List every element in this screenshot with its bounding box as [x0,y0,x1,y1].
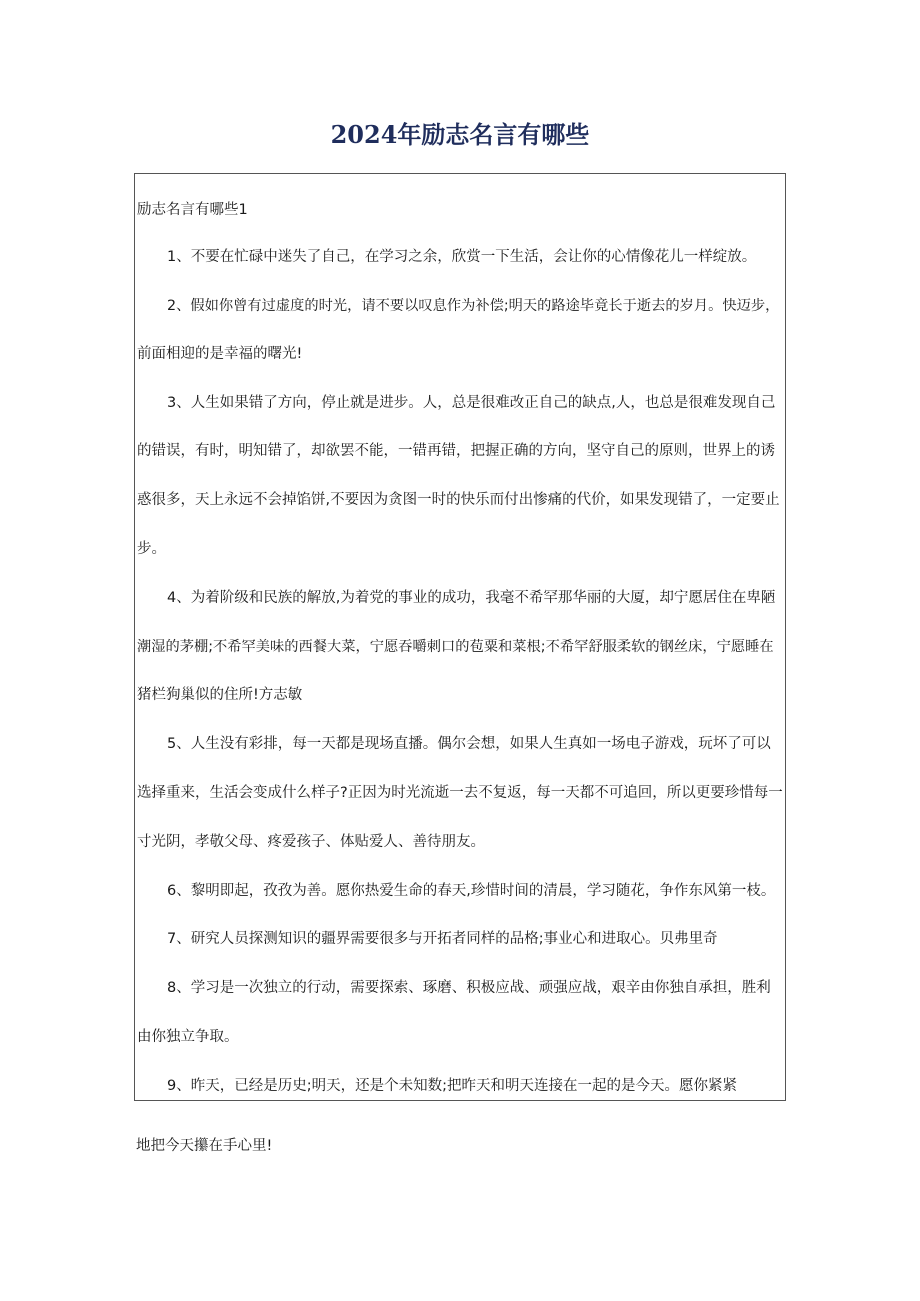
paragraph-line: 前面相迎的是幸福的曙光! [137,346,303,362]
paragraph-line: 的错误，有时，明知错了，却欲罢不能，一错再错，把握正确的方向，坚守自己的原则，世界上的诱 [137,443,775,459]
paragraph-line: 8、学习是一次独立的行动，需要探索、琢磨、积极应战、顽强应战，艰辛由你独自承担，胜利 [167,980,771,996]
paragraph-line: 寸光阴，孝敬父母、疼爱孩子、体贴爱人、善待朋友。 [137,834,485,850]
paragraph-line: 9、昨天，已经是历史;明天，还是个未知数;把昨天和明天连接在一起的是今天。愿你紧紧 [167,1078,737,1094]
document-title: 2024年励志名言有哪些 [330,120,590,149]
paragraph-line: 6、黎明即起，孜孜为善。愿你热爱生命的春天,珍惜时间的清晨，学习随花，争作东风第一枝。 [167,883,776,899]
content-box [134,173,786,1101]
paragraph-line: 选择重来，生活会变成什么样子?正因为时光流逝一去不复返，每一天都不可追回，所以更要珍惜每一 [137,785,783,801]
paragraph-line: 步。 [137,541,166,557]
paragraph-line: 潮湿的茅棚;不希罕美味的西餐大菜，宁愿吞嚼刺口的苞粟和菜根;不希罕舒服柔软的钢丝床，宁愿睡在 [137,639,774,655]
paragraph-line: 猪栏狗巢似的住所!方志敏 [137,687,303,703]
paragraph-line: 7、研究人员探测知识的疆界需要很多与开拓者同样的品格;事业心和进取心。贝弗里奇 [167,931,718,947]
continued-line: 地把今天攥在手心里! [136,1138,273,1154]
paragraph-line: 4、为着阶级和民族的解放,为着党的事业的成功，我毫不希罕那华丽的大厦，却宁愿居住在卑陋 [167,590,776,606]
paragraph-line: 3、人生如果错了方向，停止就是进步。人，总是很难改正自己的缺点,人，也总是很难发现自己 [167,395,776,411]
paragraph-line: 1、不要在忙碌中迷失了自己，在学习之余，欣赏一下生活，会让你的心情像花儿一样绽放。 [167,249,757,265]
paragraph-line: 2、假如你曾有过虚度的时光，请不要以叹息作为补偿;明天的路途毕竟长于逝去的岁月。快迈步， [167,298,780,314]
paragraph-line: 5、人生没有彩排，每一天都是现场直播。偶尔会想，如果人生真如一场电子游戏，玩坏了可以 [167,736,771,752]
paragraph-line: 由你独立争取。 [137,1029,239,1045]
section-heading: 励志名言有哪些1 [137,202,248,218]
paragraph-line: 惑很多，天上永远不会掉馅饼,不要因为贪图一时的快乐而付出惨痛的代价，如果发现错了，一定要止 [137,492,780,508]
